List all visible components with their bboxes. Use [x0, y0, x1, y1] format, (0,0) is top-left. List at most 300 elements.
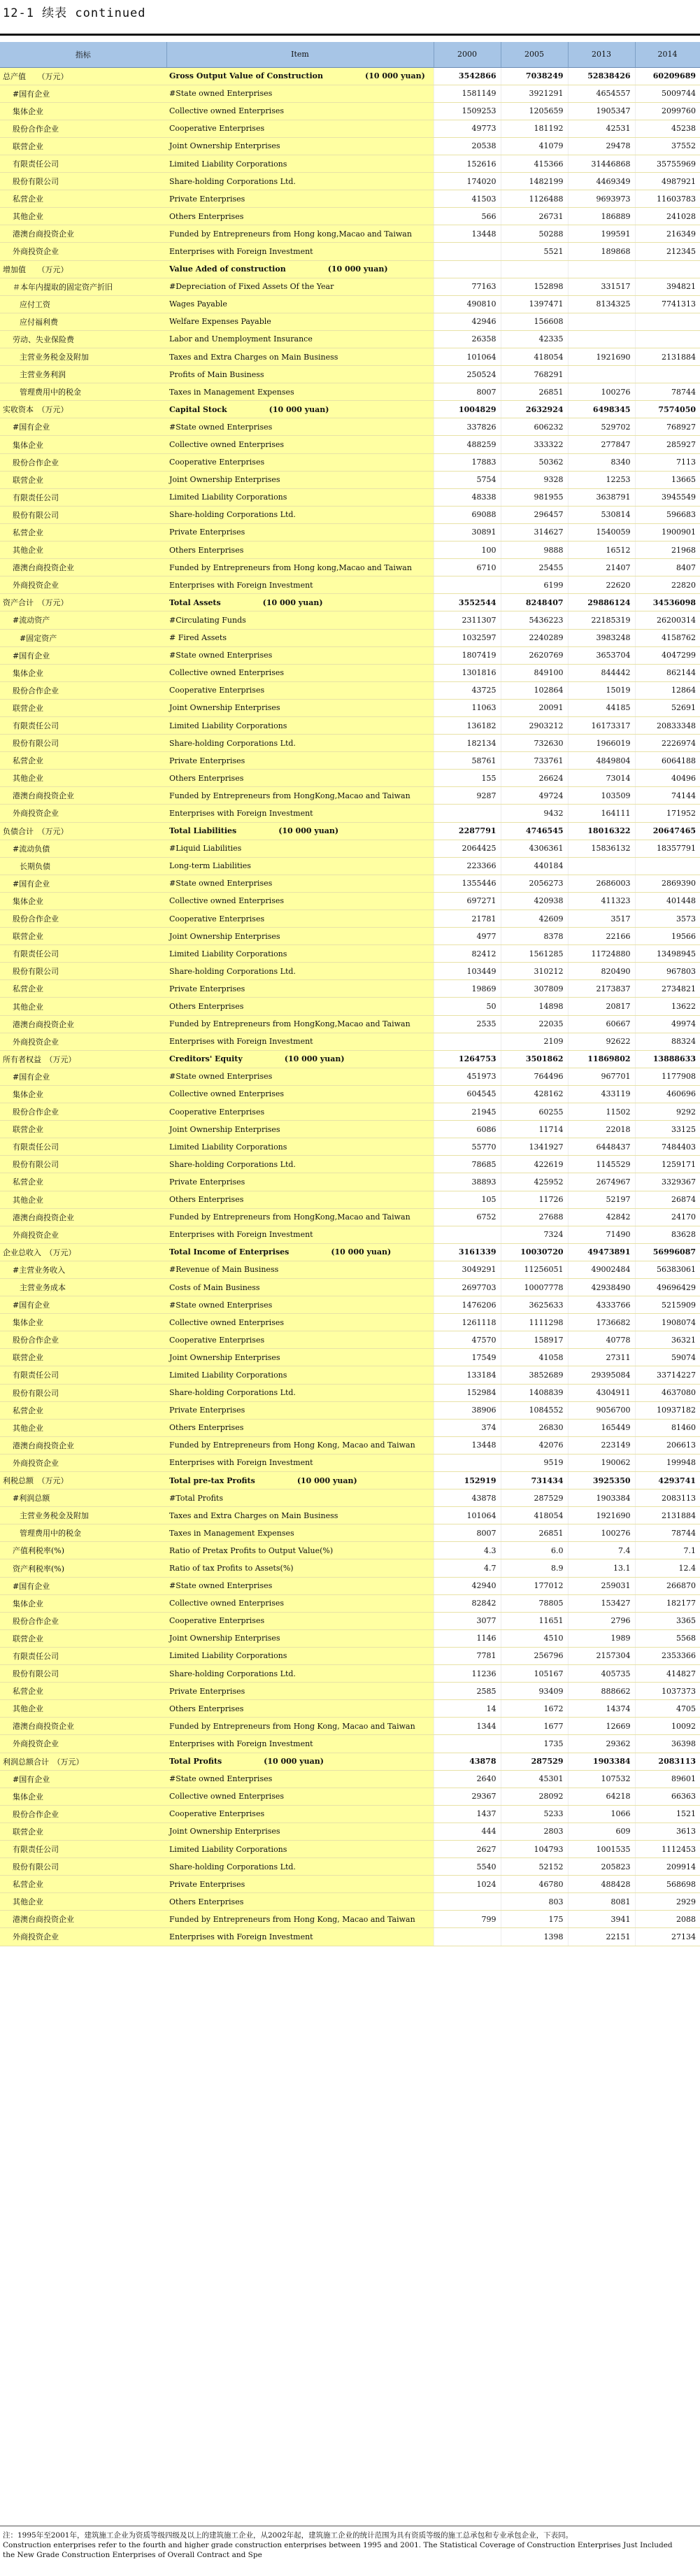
cell-value-2013: 22166	[568, 928, 635, 945]
row-label-en-text: Ratio of Pretax Profits to Output Value(%)	[169, 1545, 334, 1555]
row-label-en	[166, 1823, 434, 1840]
cell-value-2014: 89601	[635, 1770, 700, 1788]
table-row	[0, 1683, 700, 1700]
cell-value-2000: 38906	[434, 1401, 501, 1419]
row-label-en-text: Cooperative Enterprises	[169, 124, 265, 134]
row-label-en-text: Collective owned Enterprises	[169, 1599, 284, 1608]
row-label-en-text: Limited Liability Corporations	[169, 1844, 287, 1854]
cell-value-2014: 2083113	[635, 1753, 700, 1770]
cell-value-2013: 2173837	[568, 980, 635, 998]
row-label-cn: 其他企业	[0, 1419, 166, 1436]
cell-value-2005: 10007778	[501, 1278, 568, 1296]
cell-value-2005: 768291	[501, 366, 568, 383]
cell-value-2013: 1903384	[568, 1753, 635, 1770]
row-label-en-text: #Total Profits	[169, 1493, 223, 1503]
row-label-en	[166, 945, 434, 963]
row-label-cn: 联营企业	[0, 1349, 166, 1366]
row-label-cn: 管理费用中的税金	[0, 1524, 166, 1542]
cell-value-2014: 2099760	[635, 102, 700, 120]
cell-value-2005: 731434	[501, 1472, 568, 1489]
row-label-en-text: Wages Payable	[169, 299, 227, 309]
row-label-cn: 有限责任公司	[0, 945, 166, 963]
row-label-cn: 外商投资企业	[0, 576, 166, 594]
row-label-en-text: Private Enterprises	[169, 1406, 245, 1415]
row-label-en	[166, 1419, 434, 1436]
row-label-en	[166, 1665, 434, 1683]
row-label-cn: #流动负债	[0, 840, 166, 857]
cell-value-2014: 266870	[635, 1577, 700, 1594]
row-label-en-text: Share-holding Corporations Ltd.	[169, 176, 296, 186]
cell-value-2014: 81460	[635, 1419, 700, 1436]
row-label-cn: 股份合作企业	[0, 681, 166, 699]
row-label-en	[166, 1331, 434, 1349]
row-label-en-text: Joint Ownership Enterprises	[169, 1827, 280, 1837]
row-label-en-text: Gross Output Value of Construction	[169, 71, 324, 81]
cell-value-2013: 1540059	[568, 523, 635, 541]
table-row	[0, 1753, 700, 1770]
row-label-cn: 股份有限公司	[0, 1665, 166, 1683]
row-label-cn: 股份有限公司	[0, 1156, 166, 1173]
row-label-cn: #流动资产	[0, 611, 166, 629]
cell-value-2013: 103509	[568, 787, 635, 805]
row-label-en	[166, 1840, 434, 1857]
row-label-en	[166, 1735, 434, 1753]
row-label-en	[166, 506, 434, 523]
row-label-cn: 有限责任公司	[0, 488, 166, 506]
cell-value-2013	[568, 260, 635, 278]
row-label-cn: 利税总额 （万元）	[0, 1472, 166, 1489]
cell-value-2005: 9519	[501, 1454, 568, 1471]
row-label-en	[166, 1085, 434, 1103]
row-label-en-text: #State owned Enterprises	[169, 1774, 273, 1784]
cell-value-2014: 285927	[635, 436, 700, 453]
row-label-en-text: Funded by Entrepreneurs from HongKong,Macao and Taiwan	[169, 1212, 410, 1222]
cell-value-2014: 7484403	[635, 1138, 700, 1156]
cell-value-2000: 105	[434, 1191, 501, 1208]
table-row	[0, 1489, 700, 1507]
cell-value-2005: 11256051	[501, 1261, 568, 1278]
row-label-cn: 联营企业	[0, 1121, 166, 1138]
row-label-en-text: Enterprises with Foreign Investment	[169, 1230, 313, 1240]
cell-value-2014	[635, 260, 700, 278]
cell-value-2014: 36398	[635, 1735, 700, 1753]
row-label-en	[166, 1911, 434, 1928]
row-label-en-text: #State owned Enterprises	[169, 422, 273, 432]
table-row	[0, 1138, 700, 1156]
row-label-en	[166, 594, 434, 611]
row-label-en-text: Profits of Main Business	[169, 369, 264, 379]
cell-value-2000: 5540	[434, 1858, 501, 1876]
cell-value-2000	[434, 576, 501, 594]
cell-value-2000: 1355446	[434, 875, 501, 892]
cell-value-2005: 1398	[501, 1928, 568, 1946]
cell-value-2014: 33714227	[635, 1366, 700, 1384]
cell-value-2014: 1908074	[635, 1314, 700, 1331]
cell-value-2013: 60667	[568, 1015, 635, 1033]
row-label-cn: 劳动、失业保险费	[0, 330, 166, 348]
cell-value-2014: 3365	[635, 1612, 700, 1629]
cell-value-2000: 1581149	[434, 85, 501, 102]
row-label-en	[166, 1366, 434, 1384]
cell-value-2013: 1001535	[568, 1840, 635, 1857]
row-label-en	[166, 208, 434, 225]
row-label-cn: 集体企业	[0, 1085, 166, 1103]
cell-value-2005: 2632924	[501, 401, 568, 418]
row-label-en-text: Funded by Entrepreneurs from Hong Kong, Macao and Taiwan	[169, 1914, 415, 1924]
table-row	[0, 1349, 700, 1366]
cell-value-2000: 1146	[434, 1629, 501, 1647]
cell-value-2005: 2903212	[501, 716, 568, 734]
cell-value-2005: 1205659	[501, 102, 568, 120]
row-label-en-text: Share-holding Corporations Ltd.	[169, 1669, 296, 1678]
table-row	[0, 366, 700, 383]
cell-value-2014: 206613	[635, 1436, 700, 1454]
row-label-en-text: Joint Ownership Enterprises	[169, 703, 280, 713]
cell-value-2013: 4304911	[568, 1384, 635, 1401]
cell-value-2014: 5568	[635, 1629, 700, 1647]
row-label-cn: 外商投资企业	[0, 1226, 166, 1243]
cell-value-2000: 374	[434, 1419, 501, 1436]
table-row	[0, 716, 700, 734]
cell-value-2013: 14374	[568, 1700, 635, 1718]
cell-value-2000: 2535	[434, 1015, 501, 1033]
table-row	[0, 1524, 700, 1542]
cell-value-2014: 768927	[635, 418, 700, 436]
table-row	[0, 681, 700, 699]
row-label-en-text: Enterprises with Foreign Investment	[169, 580, 313, 590]
cell-value-2014	[635, 313, 700, 330]
cell-value-2014: 182177	[635, 1594, 700, 1612]
row-label-en	[166, 453, 434, 471]
row-label-cn: 集体企业	[0, 1594, 166, 1612]
cell-value-2014: 12.4	[635, 1559, 700, 1577]
cell-value-2014: 1112453	[635, 1840, 700, 1857]
row-label-en-text: Total Income of Enterprises	[169, 1247, 290, 1257]
cell-value-2014: 78744	[635, 383, 700, 401]
cell-value-2005: 2803	[501, 1823, 568, 1840]
cell-value-2000: 43878	[434, 1489, 501, 1507]
table-row	[0, 1629, 700, 1647]
row-label-cn: 股份有限公司	[0, 506, 166, 523]
row-label-en	[166, 752, 434, 770]
table-row	[0, 1928, 700, 1946]
cell-value-2013: 7.4	[568, 1542, 635, 1559]
cell-value-2014: 568698	[635, 1876, 700, 1893]
table-row	[0, 1103, 700, 1121]
row-label-cn: 主营业务利润	[0, 366, 166, 383]
cell-value-2000: 49773	[434, 120, 501, 137]
row-label-cn: 私营企业	[0, 523, 166, 541]
cell-value-2013: 18016322	[568, 822, 635, 840]
row-label-en-text: Others Enterprises	[169, 1897, 244, 1906]
cell-value-2005: 93409	[501, 1683, 568, 1700]
table-row	[0, 963, 700, 980]
cell-value-2005: 4306361	[501, 840, 568, 857]
cell-value-2014: 8407	[635, 559, 700, 576]
cell-value-2013: 12253	[568, 471, 635, 488]
table-row	[0, 102, 700, 120]
table-row	[0, 383, 700, 401]
cell-value-2014: 4158762	[635, 629, 700, 646]
cell-value-2005: 3921291	[501, 85, 568, 102]
cell-value-2014: 26200314	[635, 611, 700, 629]
row-label-en	[166, 67, 434, 85]
row-label-en	[166, 1015, 434, 1033]
row-label-en	[166, 840, 434, 857]
cell-value-2005: 9432	[501, 805, 568, 822]
cell-value-2000: 2064425	[434, 840, 501, 857]
row-label-cn: 负债合计 （万元）	[0, 822, 166, 840]
row-label-en	[166, 629, 434, 646]
cell-value-2000: 48338	[434, 488, 501, 506]
cell-value-2014: 21968	[635, 542, 700, 559]
cell-value-2014: 414827	[635, 1665, 700, 1683]
cell-value-2000: 4.3	[434, 1542, 501, 1559]
table-row	[0, 910, 700, 928]
table-row	[0, 1208, 700, 1226]
cell-value-2014: 862144	[635, 664, 700, 681]
row-label-cn: 港澳台商投资企业	[0, 787, 166, 805]
row-label-en-text: Share-holding Corporations Ltd.	[169, 1159, 296, 1169]
row-label-en	[166, 559, 434, 576]
cell-value-2005: 41058	[501, 1349, 568, 1366]
row-label-cn: 应付福利费	[0, 313, 166, 330]
cell-value-2005: 422619	[501, 1156, 568, 1173]
cell-value-2014: 13622	[635, 998, 700, 1015]
cell-value-2013: 92622	[568, 1033, 635, 1050]
cell-value-2000: 223366	[434, 857, 501, 875]
table-row	[0, 646, 700, 664]
row-unit: (10 000 yuan)	[327, 264, 388, 274]
cell-value-2013: 40778	[568, 1331, 635, 1349]
cell-value-2000: 5754	[434, 471, 501, 488]
cell-value-2014	[635, 330, 700, 348]
row-label-cn: 其他企业	[0, 998, 166, 1015]
row-label-en-text: Limited Liability Corporations	[169, 159, 287, 169]
cell-value-2014: 56996087	[635, 1243, 700, 1261]
row-label-cn: 有限责任公司	[0, 1138, 166, 1156]
cell-value-2000: 2697703	[434, 1278, 501, 1296]
cell-value-2005: 26731	[501, 208, 568, 225]
table-row	[0, 1085, 700, 1103]
table-row	[0, 770, 700, 787]
row-label-cn: 联营企业	[0, 1823, 166, 1840]
row-label-en-text: Long-term Liabilities	[169, 861, 251, 871]
cell-value-2000: 799	[434, 1911, 501, 1928]
row-label-en	[166, 1876, 434, 1893]
table-row	[0, 805, 700, 822]
row-label-cn: 所有者权益 （万元）	[0, 1050, 166, 1068]
row-label-cn: 私营企业	[0, 1876, 166, 1893]
cell-value-2013: 11502	[568, 1103, 635, 1121]
row-label-cn: 股份合作企业	[0, 1331, 166, 1349]
cell-value-2013: 11869802	[568, 1050, 635, 1068]
table-row	[0, 453, 700, 471]
cell-value-2000	[434, 1454, 501, 1471]
cell-value-2013: 223149	[568, 1436, 635, 1454]
cell-value-2013: 11724880	[568, 945, 635, 963]
row-label-en	[166, 1278, 434, 1296]
cell-value-2013: 52838426	[568, 67, 635, 85]
row-label-en-text: Cooperative Enterprises	[169, 914, 265, 923]
row-label-en	[166, 998, 434, 1015]
row-label-en-text: Taxes and Extra Charges on Main Business	[169, 352, 338, 362]
cell-value-2005: 41079	[501, 137, 568, 155]
cell-value-2013: 164111	[568, 805, 635, 822]
row-label-cn: 其他企业	[0, 542, 166, 559]
cell-value-2000: 29367	[434, 1788, 501, 1805]
cell-value-2013: 820490	[568, 963, 635, 980]
row-label-en	[166, 401, 434, 418]
cell-value-2013: 22620	[568, 576, 635, 594]
row-label-en	[166, 542, 434, 559]
cell-value-2000: 77163	[434, 278, 501, 295]
table-row	[0, 1173, 700, 1191]
table-row	[0, 225, 700, 243]
cell-value-2013: 1145529	[568, 1156, 635, 1173]
row-label-en-text: Share-holding Corporations Ltd.	[169, 1388, 296, 1398]
row-label-en-text: Funded by Entrepreneurs from HongKong,Macao and Taiwan	[169, 791, 410, 800]
column-header-year-2013: 2013	[568, 42, 635, 67]
row-label-en	[166, 1050, 434, 1068]
cell-value-2013: 186889	[568, 208, 635, 225]
cell-value-2005: 1126488	[501, 190, 568, 208]
table-row	[0, 1612, 700, 1629]
cell-value-2014: 7741313	[635, 295, 700, 313]
cell-value-2014: 5215909	[635, 1296, 700, 1314]
table-row	[0, 1876, 700, 1893]
cell-value-2014: 7574050	[635, 401, 700, 418]
cell-value-2014: 1177908	[635, 1068, 700, 1085]
row-label-en-text: Funded by Entrepreneurs from HongKong,Macao and Taiwan	[169, 1019, 410, 1029]
row-label-en	[166, 857, 434, 875]
cell-value-2014: 34536098	[635, 594, 700, 611]
cell-value-2000: 1509253	[434, 102, 501, 120]
cell-value-2005: 26851	[501, 383, 568, 401]
row-label-en	[166, 928, 434, 945]
cell-value-2000: 1261118	[434, 1314, 501, 1331]
cell-value-2000: 8007	[434, 383, 501, 401]
cell-value-2005: 11714	[501, 1121, 568, 1138]
cell-value-2013: 3925350	[568, 1472, 635, 1489]
cell-value-2014: 2131884	[635, 348, 700, 366]
table-row	[0, 857, 700, 875]
cell-value-2000	[434, 1928, 501, 1946]
cell-value-2005: 156608	[501, 313, 568, 330]
table-row	[0, 330, 700, 348]
row-label-cn: #国有企业	[0, 418, 166, 436]
cell-value-2014: 1900901	[635, 523, 700, 541]
row-label-en	[166, 1507, 434, 1524]
row-label-en-text: Limited Liability Corporations	[169, 949, 287, 958]
row-label-en-text: Costs of Main Business	[169, 1282, 260, 1292]
table-row	[0, 980, 700, 998]
statistics-table	[0, 42, 700, 1946]
row-label-en-text: Private Enterprises	[169, 1686, 245, 1696]
table-header-row	[0, 42, 700, 67]
cell-value-2005: 415366	[501, 155, 568, 172]
cell-value-2000: 17549	[434, 1349, 501, 1366]
row-label-en	[166, 716, 434, 734]
column-header-year-2014: 2014	[635, 42, 700, 67]
footnote-line-cn: 注：1995年至2001年，建筑施工企业为资质等级四级及以上的建筑施工企业，从2002年起，建筑施工企业的统计范围为具有资质等级的施工总承包和专业承包企业，下表同。	[3, 2531, 573, 2540]
row-label-cn: 私营企业	[0, 752, 166, 770]
cell-value-2014: 60209689	[635, 67, 700, 85]
row-label-en	[166, 1349, 434, 1366]
row-label-en-text: Value Aded of construction	[169, 264, 286, 274]
row-label-en-text: Cooperative Enterprises	[169, 686, 265, 695]
table-row	[0, 243, 700, 260]
cell-value-2005: 6199	[501, 576, 568, 594]
cell-value-2013: 49473891	[568, 1243, 635, 1261]
row-label-en-text: Collective owned Enterprises	[169, 668, 284, 678]
row-label-en	[166, 875, 434, 892]
cell-value-2000: 47570	[434, 1331, 501, 1349]
cell-value-2000	[434, 243, 501, 260]
cell-value-2000: 13448	[434, 1436, 501, 1454]
cell-value-2014: 4293741	[635, 1472, 700, 1489]
cell-value-2000: 2640	[434, 1770, 501, 1788]
row-label-cn: 长期负债	[0, 857, 166, 875]
cell-value-2014: 2088	[635, 1911, 700, 1928]
cell-value-2013: 31446868	[568, 155, 635, 172]
row-label-cn: 其他企业	[0, 1191, 166, 1208]
cell-value-2014: 13498945	[635, 945, 700, 963]
cell-value-2005: 42609	[501, 910, 568, 928]
row-label-cn: #国有企业	[0, 1770, 166, 1788]
table-row	[0, 1050, 700, 1068]
cell-value-2000: 6086	[434, 1121, 501, 1138]
cell-value-2000: 1437	[434, 1805, 501, 1823]
cell-value-2000: 17883	[434, 453, 501, 471]
cell-value-2013: 42938490	[568, 1278, 635, 1296]
row-label-cn: 股份合作企业	[0, 453, 166, 471]
row-label-en-text: Collective owned Enterprises	[169, 1792, 284, 1802]
cell-value-2014: 241028	[635, 208, 700, 225]
cell-value-2000: 444	[434, 1823, 501, 1840]
cell-value-2005: 177012	[501, 1577, 568, 1594]
row-unit: (10 000 yuan)	[284, 1054, 345, 1064]
table-row	[0, 699, 700, 716]
cell-value-2013: 1966019	[568, 735, 635, 752]
cell-value-2013: 967701	[568, 1068, 635, 1085]
cell-value-2013: 9693973	[568, 190, 635, 208]
row-label-cn: #国有企业	[0, 85, 166, 102]
row-label-cn: 外商投资企业	[0, 1033, 166, 1050]
row-label-en	[166, 295, 434, 313]
cell-value-2000: 4977	[434, 928, 501, 945]
cell-value-2013: 64218	[568, 1788, 635, 1805]
row-label-en	[166, 523, 434, 541]
row-label-en	[166, 1226, 434, 1243]
row-label-en	[166, 137, 434, 155]
cell-value-2000: 50	[434, 998, 501, 1015]
row-label-en	[166, 1647, 434, 1664]
footnote-line-en-2: the New Grade Construction Enterprises of Overall Contract and Spe	[3, 2551, 262, 2559]
row-label-cn: 集体企业	[0, 1788, 166, 1805]
cell-value-2000: 152919	[434, 1472, 501, 1489]
cell-value-2013: 1989	[568, 1629, 635, 1647]
table-row	[0, 875, 700, 892]
row-label-cn: #国有企业	[0, 1577, 166, 1594]
cell-value-2005: 26624	[501, 770, 568, 787]
cell-value-2005: 26851	[501, 1524, 568, 1542]
cell-value-2005: 310212	[501, 963, 568, 980]
table-row	[0, 735, 700, 752]
cell-value-2005: 50362	[501, 453, 568, 471]
cell-value-2014: 49696429	[635, 1278, 700, 1296]
table-row	[0, 1542, 700, 1559]
